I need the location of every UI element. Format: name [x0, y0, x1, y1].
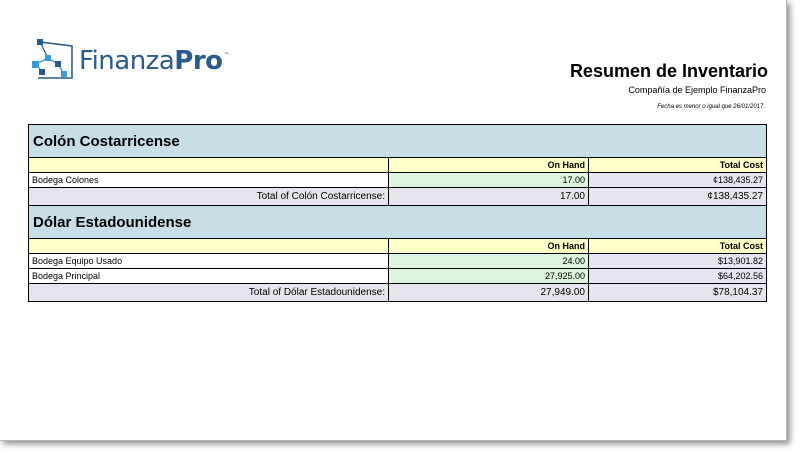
report-title: Resumen de Inventario: [569, 61, 768, 81]
table-row: [29, 254, 767, 269]
column-header-row: [29, 239, 767, 254]
section-title: Colón Costarricense: [29, 125, 767, 158]
section-title: Dólar Estadounidense: [29, 206, 767, 239]
report-filter-note: Fecha es menor o igual que 26/01/2017.: [657, 104, 765, 110]
column-header-blank: [29, 158, 389, 173]
company-logo: [28, 38, 229, 82]
column-header-on-hand: On Hand: [389, 239, 589, 254]
section-total-label: Total of Dólar Estadounidense:: [29, 284, 389, 302]
logo-text-part1: Finanza: [79, 46, 175, 76]
section-header: [29, 206, 767, 239]
column-header-row: [29, 158, 767, 173]
section-header: [29, 125, 767, 158]
total-cost-cell: $13,901.82: [589, 254, 767, 269]
section-total-row: [29, 284, 767, 302]
on-hand-cell: 17.00: [389, 173, 589, 188]
on-hand-cell: 27,925.00: [389, 269, 589, 284]
logo-text-part2: Pro: [174, 46, 223, 76]
table-row: [29, 269, 767, 284]
column-header-blank: [29, 239, 389, 254]
logo-trademark: ™: [223, 52, 230, 59]
section-total-label: Total of Colón Costarricense:: [29, 188, 389, 206]
finanzapro-logo-icon: [28, 38, 80, 82]
section-total-on-hand: 27,949.00: [389, 284, 589, 302]
section-total-on-hand: 17.00: [389, 188, 589, 206]
column-header-total-cost: Total Cost: [589, 239, 767, 254]
section-total-cost: ¢138,435.27: [589, 188, 767, 206]
total-cost-cell: ¢138,435.27: [589, 173, 767, 188]
section-total-row: [29, 188, 767, 206]
logo-wordmark: [79, 46, 229, 76]
inventory-table: [28, 124, 767, 302]
total-cost-cell: $64,202.56: [589, 269, 767, 284]
on-hand-cell: 24.00: [389, 254, 589, 269]
location-cell: Bodega Principal: [29, 269, 389, 284]
company-name: Compañía de Ejemplo FinanzaPro: [628, 85, 766, 95]
location-cell: Bodega Equipo Usado: [29, 254, 389, 269]
column-header-total-cost: Total Cost: [589, 158, 767, 173]
column-header-on-hand: On Hand: [389, 158, 589, 173]
location-cell: Bodega Colones: [29, 173, 389, 188]
table-row: [29, 173, 767, 188]
section-total-cost: $78,104.37: [589, 284, 767, 302]
